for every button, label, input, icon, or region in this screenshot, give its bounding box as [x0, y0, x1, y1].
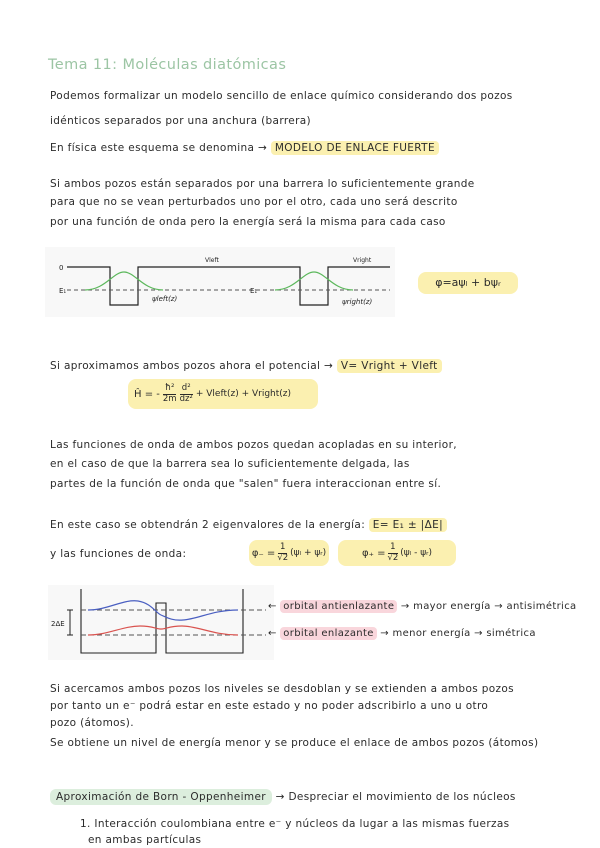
bonding-annotation	[268, 628, 536, 639]
text-line: idénticos separados por una anchura (barrera)	[50, 115, 311, 127]
text-line	[50, 360, 442, 372]
e1-left-label: E₁	[59, 287, 67, 295]
text-line: por una función de onda pero la energía será la misma para cada caso	[50, 216, 446, 228]
antibonding-annotation	[268, 601, 577, 612]
fraction-numerator: d²	[181, 383, 191, 394]
fraction-denominator: √2	[387, 552, 399, 563]
separated-wells-figure	[45, 247, 395, 317]
antibonding-label: orbital antienlazante	[280, 600, 397, 613]
coupled-wells-figure	[48, 585, 274, 660]
antibonding-note: → mayor energía → antisimétrica	[400, 601, 577, 612]
fraction-denominator: dz²	[179, 393, 193, 404]
left-wavefunction-curve	[85, 272, 163, 290]
zero-label: 0	[59, 264, 64, 272]
delta-energy-label: 2ΔE	[51, 620, 65, 628]
born-oppenheimer-highlight: Aproximación de Born - Oppenheimer	[50, 789, 272, 805]
text-line: y las funciones de onda:	[50, 548, 187, 560]
text-line: en el caso de que la barrera sea lo suficientemente delgada, las	[50, 458, 410, 470]
text-line: por tanto un e⁻ podrá estar en este estado y no poder adscribirlo a uno u otro	[50, 700, 489, 712]
phi-minus-equation	[249, 540, 329, 566]
text-fragment: → Despreciar el movimiento de los núcleos	[275, 791, 516, 803]
text-line: Las funciones de onda de ambos pozos quedan acopladas en su interior,	[50, 439, 457, 451]
fraction-denominator: √2	[277, 552, 289, 563]
fraction-numerator: ħ²	[165, 383, 175, 394]
highlight-model-name: MODELO DE ENLACE FUERTE	[271, 141, 439, 155]
combination-equation: φ=aψₗ + bψᵣ	[418, 272, 518, 294]
text-fragment: Si aproximamos ambos pozos ahora el potencial →	[50, 360, 334, 372]
hamiltonian-rest: + Vleft(z) + Vright(z)	[195, 389, 292, 399]
text-fragment: En este caso se obtendrán 2 eigenvalores de la energía:	[50, 519, 366, 531]
phi-minus-lhs: φ₋ =	[251, 547, 276, 559]
text-line	[50, 142, 439, 154]
text-line: partes de la función de onda que "salen" fuera interaccionan entre sí.	[50, 478, 442, 490]
hamiltonian-lhs: Ĥ = -	[134, 388, 160, 400]
potential-formula: V= Vright + Vleft	[337, 359, 442, 373]
phi-plus-equation	[338, 540, 456, 566]
phi-plus-rhs: (ψₗ - ψᵣ)	[400, 548, 432, 558]
phi-plus-lhs: φ₊ =	[362, 547, 386, 559]
fraction-numerator: 1	[390, 542, 396, 553]
right-wavefunction-curve	[275, 272, 353, 290]
coupled-wells-diagram	[48, 585, 274, 660]
list-item-continuation: en ambas partículas	[88, 834, 202, 846]
list-item: 1. Interacción coulombiana entre e⁻ y núcleos da lugar a las mismas fuerzas	[80, 818, 510, 830]
arrow-icon: ←	[268, 628, 277, 639]
hbar-fraction	[163, 384, 177, 404]
text-line: Si ambos pozos están separados por una barrera lo suficientemente grande	[50, 178, 475, 190]
text-line: para que no se vean perturbados uno por el otro, cada uno será descrito	[50, 196, 458, 208]
bonding-note: → menor energía → simétrica	[380, 628, 536, 639]
bonding-wave-curve	[88, 626, 238, 635]
v-left-label: Vleft	[205, 257, 219, 264]
text-line: Se obtiene un nivel de energía menor y se produce el enlace de ambos pozos (átomos)	[50, 737, 539, 749]
text-line	[50, 519, 447, 531]
fraction-denominator: 2m	[162, 393, 177, 404]
norm-fraction	[277, 543, 288, 563]
norm-fraction	[387, 543, 398, 563]
text-fragment: En física este esquema se denomina →	[50, 142, 268, 154]
bonding-label: orbital enlazante	[280, 627, 377, 640]
psi-right-label: ψright(z)	[342, 298, 373, 306]
hamiltonian-equation	[128, 379, 318, 409]
text-line: Podemos formalizar un modelo sencillo de enlace químico considerando dos pozos	[50, 90, 513, 102]
text-line	[50, 791, 516, 803]
derivative-fraction	[180, 384, 193, 404]
separated-wells-diagram	[45, 247, 395, 317]
text-line: Si acercamos ambos pozos los niveles se desdoblan y se extienden a ambos pozos	[50, 683, 514, 695]
arrow-icon: ←	[268, 601, 277, 612]
v-right-label: Vright	[353, 257, 372, 264]
e1-right-label: E₁	[250, 287, 258, 295]
page-title: Tema 11: Moléculas diatómicas	[48, 57, 287, 73]
phi-minus-rhs: (ψₗ + ψᵣ)	[290, 548, 327, 558]
coupled-well-outline	[81, 589, 243, 653]
text-line: pozo (átomos).	[50, 717, 134, 729]
psi-left-label: ψleft(z)	[152, 295, 178, 303]
eigenvalue-formula: E= E₁ ± |ΔE|	[369, 518, 447, 532]
fraction-numerator: 1	[280, 542, 286, 553]
